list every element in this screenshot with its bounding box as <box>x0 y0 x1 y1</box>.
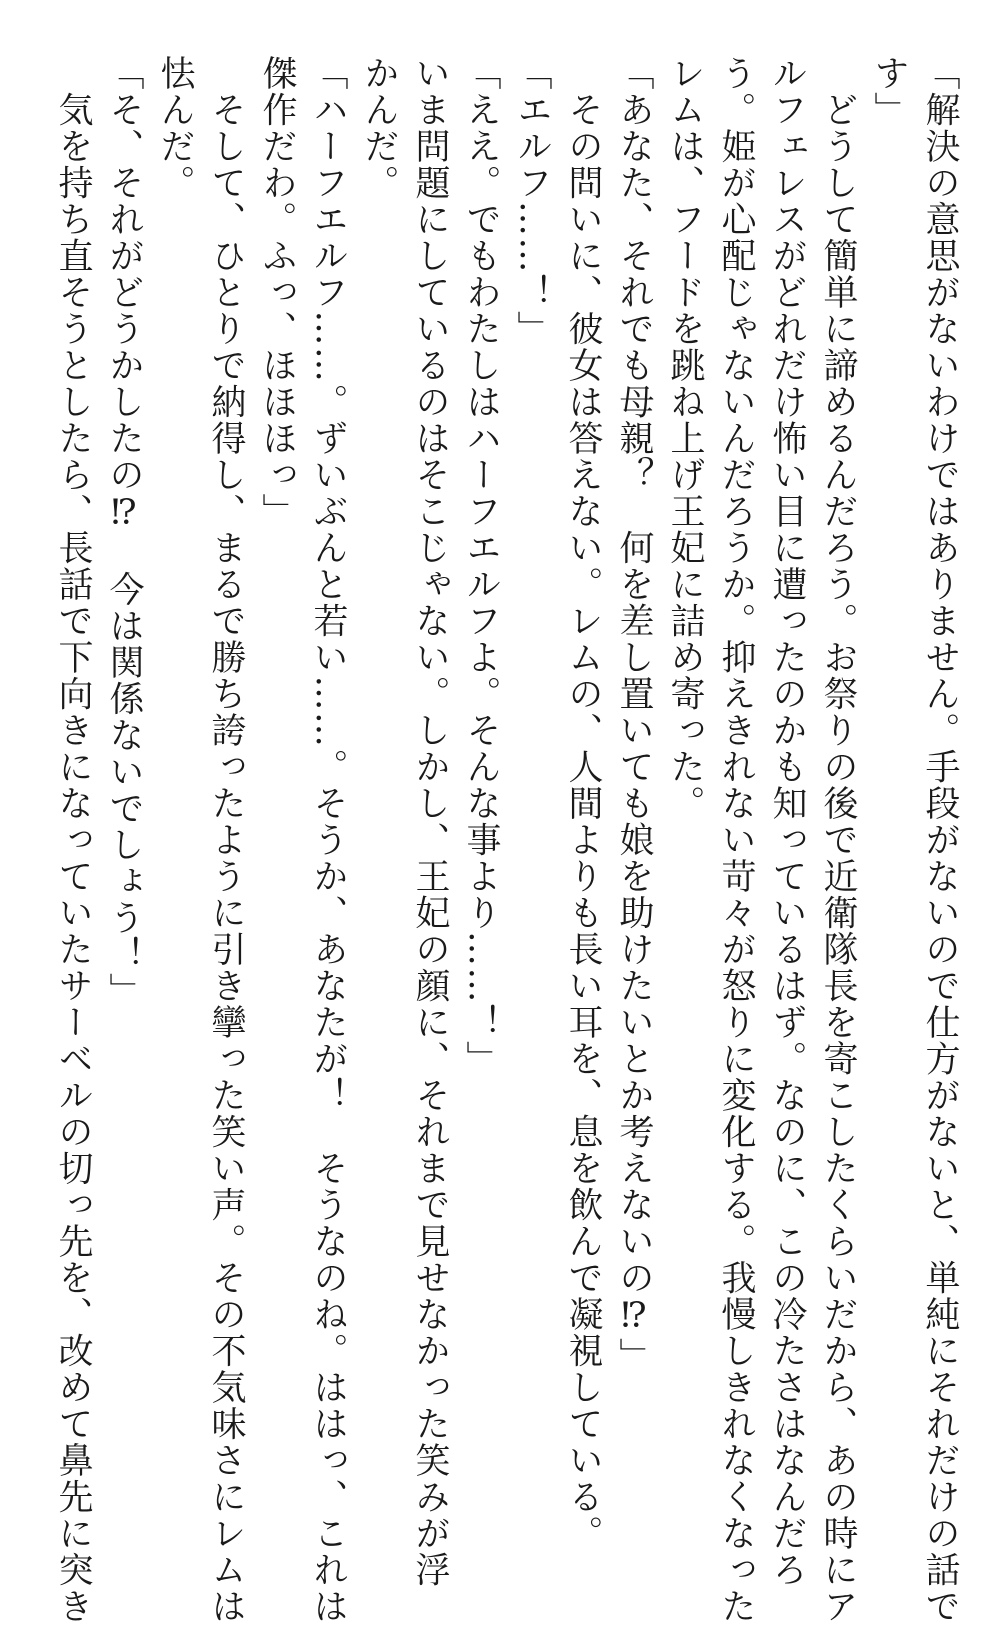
text-line: そして、ひとりで納得し、まるで勝ち誇ったように引き攣った笑い声。その不気味さにレムは <box>206 55 246 1625</box>
text-line: 「そ、それがどうかしたの⁉ 今は関係ないでしょう！」 <box>104 55 144 1009</box>
text-line: その問いに、彼女は答えない。レムの、人間よりも長い耳を、息を飲んで凝視している。 <box>563 55 603 1552</box>
text-line: かんだ。 <box>359 55 399 201</box>
text-line: 「エルフ……！」 <box>512 55 552 347</box>
text-line: 「ええ。でもわたしはハーフエルフよ。そんな事より……！」 <box>461 55 501 1077</box>
text-line: う。姫が心配じゃないんだろうか。抑えきれない苛々が怒りに変化する。我慢しきれなくなった <box>716 55 756 1625</box>
text-line: レムは、フードを跳ね上げ王妃に詰め寄った。 <box>665 55 705 822</box>
text-line: いま問題にしているのはそこじゃない。しかし、王妃の顔に、それまで見せなかった笑みが浮 <box>410 55 450 1588</box>
text-line: 「解決の意思がないわけではありません。手段がないので仕方がないと、単純にそれだけの話で <box>920 55 960 1625</box>
text-line: 傑作だわ。ふっ、ほほほっ」 <box>257 55 297 530</box>
text-line: 「あなた、それでも母親？ 何を差し置いても娘を助けたいとか考えないの⁉」 <box>614 55 654 1374</box>
text-line: 「ハーフエルフ……。ずいぶんと若い……。そうか、あなたが！ そうなのね。ははっ、これは <box>308 55 348 1625</box>
text-line: す」 <box>869 55 909 128</box>
text-line: 気を持ち直そうとしたら、長話で下向きになっていたサーベルの切っ先を、改めて鼻先に突き <box>53 55 93 1625</box>
vertical-text-body <box>47 55 965 1625</box>
text-line: 怯んだ。 <box>155 55 195 201</box>
text-line: どうして簡単に諦めるんだろう。お祭りの後で近衛隊長を寄こしたくらいだから、あの時にア <box>818 55 858 1625</box>
text-line: ルフェレスがどれだけ怖い目に遭ったのかも知っているはず。なのに、この冷たさはなんだろ <box>767 55 807 1588</box>
